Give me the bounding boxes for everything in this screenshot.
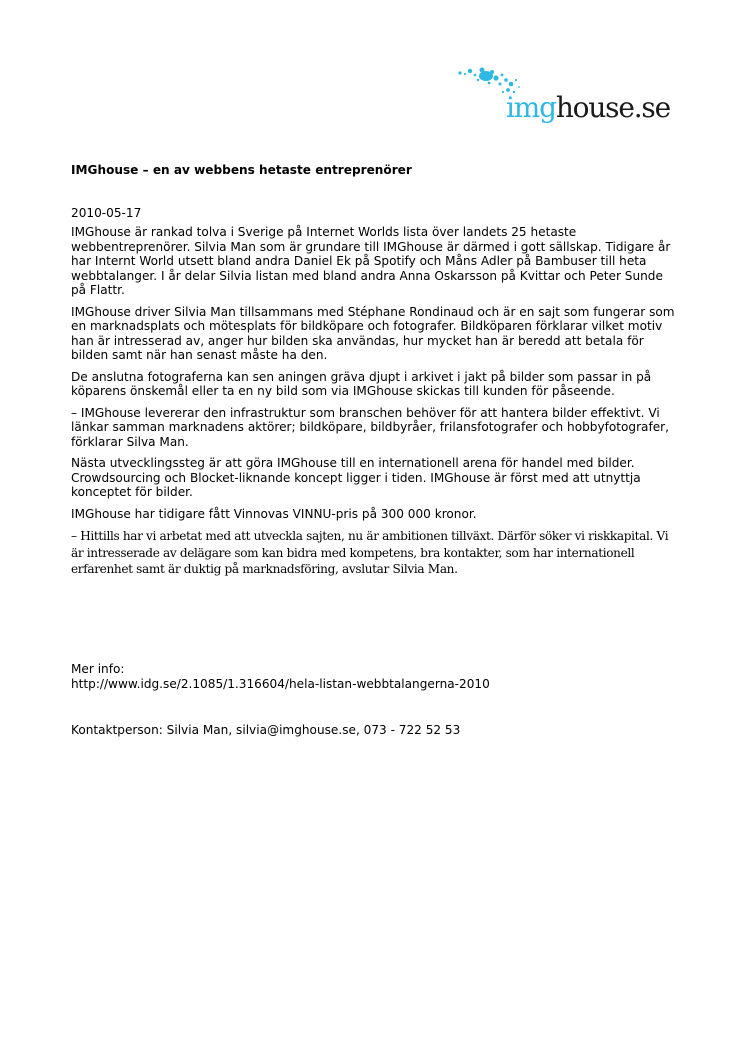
article-title: IMGhouse – en av webbens hetaste entreprenörer bbox=[71, 163, 412, 177]
more-info-label: Mer info: bbox=[71, 662, 125, 676]
paragraph-photographers: De anslutna fotograferna kan sen aningen gräva djupt i arkivet i jakt på bilder som passar in på köparens önskemål eller ta en ny bild som via IMGhouse skickas till kunden för påseende. bbox=[71, 369, 652, 398]
paragraph-about: IMGhouse driver Silvia Man tillsammans med Stéphane Rondinaud och är en sajt som fungerar som en marknadsplats och mötesplats för bildköpare och fotografer. Bildköparen förklarar vilket motiv han är intresserad av, anger hur bilden ska användas, hur mycket han är beredd att betala för bilden samt när han senast måste ha den. bbox=[71, 304, 675, 362]
article-date: 2010-05-17 bbox=[71, 205, 142, 220]
more-info-block bbox=[71, 662, 490, 692]
contact-line: Kontaktperson: Silvia Man, silvia@imghouse.se, 073 - 722 52 53 bbox=[71, 723, 461, 737]
logo-img-part: img bbox=[506, 91, 556, 124]
paragraph-award: IMGhouse har tidigare fått Vinnovas VINNU-pris på 300 000 kronor. bbox=[71, 506, 477, 521]
logo-house-part: house.se bbox=[555, 91, 670, 124]
logo-wordmark bbox=[506, 91, 670, 124]
paragraph-next-step: Nästa utvecklingssteg är att göra IMGhouse till en internationell arena för handel med bilder. Crowdsourcing och Blocket-liknande koncept ligger i tiden. IMGhouse är först med att utnyttja konceptet för bilder. bbox=[71, 456, 641, 499]
more-info-link[interactable]: http://www.idg.se/2.1085/1.316604/hela-listan-webbtalangerna-2010 bbox=[71, 677, 490, 691]
article-body bbox=[71, 163, 681, 585]
paragraph-infrastructure: – IMGhouse levererar den infrastruktur som branschen behöver för att hantera bilder effektivt. Vi länkar samman marknadens aktörer; bildköpare, bildbyråer, frilansfotografer och hobbyfotografer, förklarar Silva Man. bbox=[71, 405, 669, 449]
paragraph-ranking: IMGhouse är rankad tolva i Sverige på Internet Worlds lista över landets 25 hetaste webbentreprenörer. Silvia Man som är grundare till IMGhouse är därmed i gott sällskap. Tidigare år har Internt World utsett bland andra Daniel Ek på Spotify och Måns Adler på Bambuser till heta webbtalanger. I år delar Silvia listan med bland andra Anna Oskarsson på Kvittar och Peter Sunde på Flattr. bbox=[71, 225, 671, 297]
paragraph-quote: – Hittills har vi arbetat med att utveckla sajten, nu är ambitionen tillväxt. Därför söker vi riskkapital. Vi är intresserade av delägare som kan bidra med kompetens, bra kontakter, som har internationell erfarenhet samt är duktig på marknadsföring, avslutar Silvia Man. bbox=[71, 529, 669, 576]
imghouse-logo bbox=[456, 66, 672, 132]
